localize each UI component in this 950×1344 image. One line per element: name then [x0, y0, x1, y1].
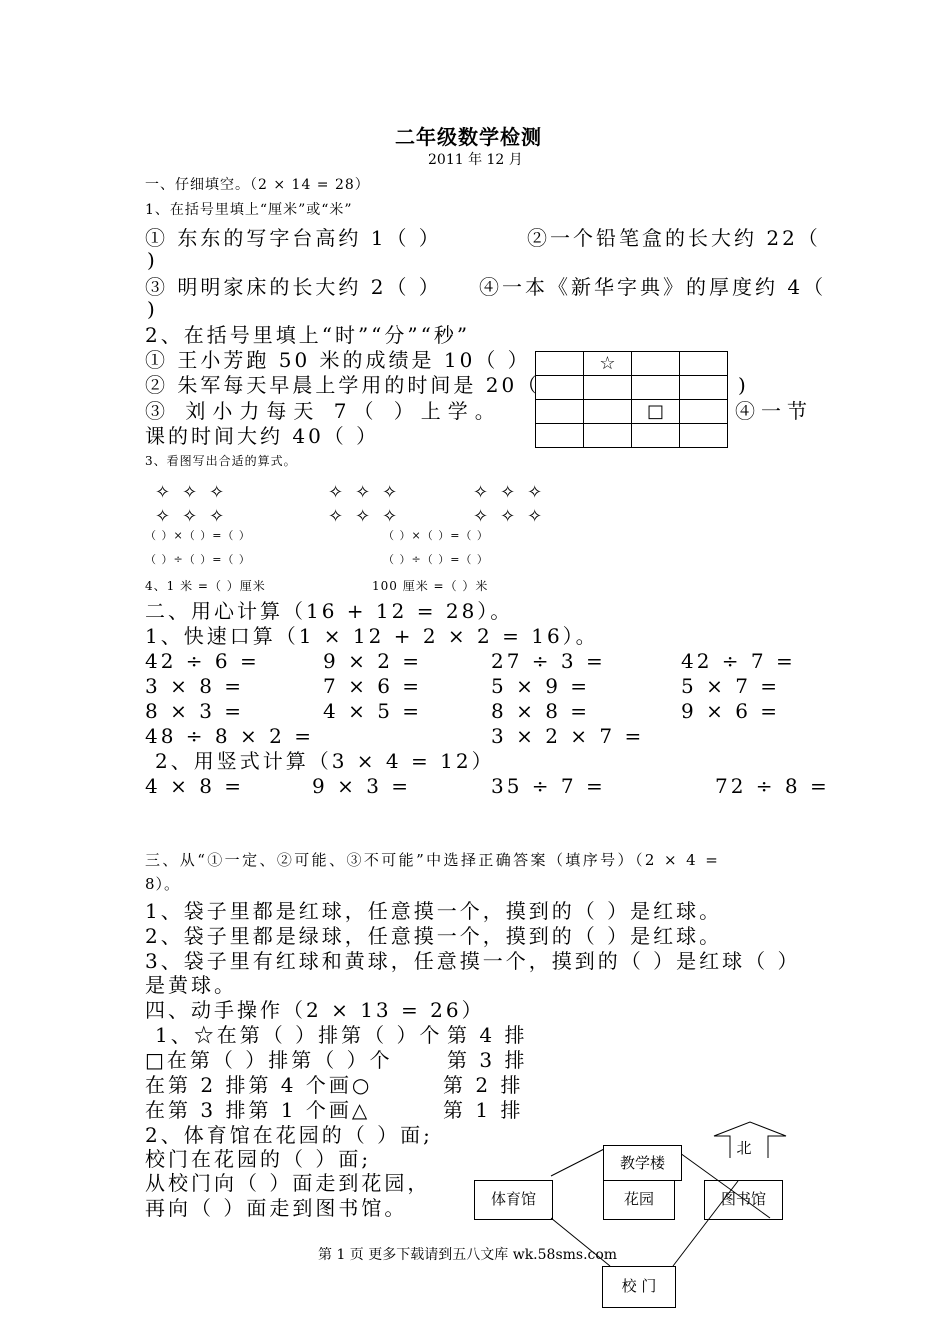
- test-date: 2011 年 12 月: [428, 152, 523, 168]
- row-label-3: 第 3 排: [447, 1048, 528, 1072]
- grid-cell-square: □: [632, 400, 680, 424]
- sparkle-icon-group: ✧✧✧: [155, 506, 237, 527]
- vertical-calc-item: 4 × 8 =: [145, 774, 245, 798]
- calc-item: 42 ÷ 6 =: [145, 649, 260, 673]
- s1-q4-b: 100 厘米 =（ ）米: [372, 579, 489, 593]
- s3-q3: 3、袋子里有红球和黄球，任意摸一个，摸到的（ ）是红球（ ）: [145, 949, 801, 973]
- calc-item: 5 × 7 =: [681, 674, 781, 698]
- s4-line4: 在第 3 排第 1 个画△: [145, 1098, 371, 1122]
- s1-q1-title: 1、在括号里填上“厘米”或“米”: [145, 202, 353, 218]
- row-label-4: 第 4 排: [447, 1023, 528, 1047]
- calc-item: 3 × 8 =: [145, 674, 245, 698]
- s1-q1-c: ③ 明明家床的长大约 2（ ）: [145, 275, 442, 299]
- section3-heading-cont: 8）。: [145, 875, 181, 893]
- sparkle-icon-group: ✧✧✧: [473, 482, 555, 503]
- s1-q3-formula3: （ ）×（ ）=（ ）: [383, 529, 489, 542]
- s4-q2d: 再向（ ）面走到图书馆。: [145, 1196, 408, 1220]
- calc-item: 9 × 6 =: [681, 699, 781, 723]
- section4-heading: 四、动手操作（2 × 13 = 26）: [145, 998, 485, 1022]
- s4-line2: □在第（ ）排第（ ）个: [145, 1048, 393, 1072]
- s1-q2-b: ② 朱军每天早晨上学用的时间是 20（: [145, 373, 541, 397]
- map-school-gate: 校 门: [602, 1266, 676, 1308]
- vertical-calc-item: 9 × 3 =: [312, 774, 412, 798]
- calc-item: 42 ÷ 7 =: [681, 649, 796, 673]
- map-library: 图书馆: [704, 1180, 783, 1220]
- sparkle-icon-group: ✧✧✧: [155, 482, 237, 503]
- calc-item: 8 × 8 =: [491, 699, 591, 723]
- map-north-label: 北: [736, 1139, 752, 1157]
- calc-item: 27 ÷ 3 =: [491, 649, 606, 673]
- calc-item: 7 × 6 =: [323, 674, 423, 698]
- row-label-1: 第 1 排: [443, 1098, 524, 1122]
- s1-q1-d: ④一本《新华字典》的厚度约 4（: [479, 275, 827, 299]
- s4-q2b: 校门在花园的（ ）面;: [145, 1147, 372, 1171]
- vertical-calc-item: 35 ÷ 7 =: [491, 774, 606, 798]
- s4-line1: 1、☆在第（ ）排第（ ）个: [155, 1023, 443, 1047]
- map-school-building: 教学楼: [603, 1145, 682, 1181]
- s3-q3-cont: 是黄球。: [145, 973, 237, 997]
- map-garden: 花园: [603, 1180, 675, 1220]
- s1-q1-a: ① 东东的写字台高约 1（ ）: [145, 226, 442, 250]
- row-label-2: 第 2 排: [443, 1073, 524, 1097]
- sparkle-icon-group: ✧✧✧: [328, 506, 410, 527]
- sparkle-icon-group: ✧✧✧: [328, 482, 410, 503]
- section3-heading: 三、从“①一定、②可能、③不可能”中选择正确答案（填序号）（2 × 4 =: [145, 851, 721, 869]
- sparkle-icon-group: ✧✧✧: [473, 506, 555, 527]
- s1-q3-title: 3、看图写出合适的算式。: [145, 454, 297, 468]
- section1-heading: 一、仔细填空。（2 × 14 = 28）: [145, 177, 370, 193]
- s1-q2-title: 2、在括号里填上“时”“分”“秒”: [145, 323, 471, 347]
- s1-q3-formula2: （ ）÷（ ）=（ ）: [145, 553, 251, 566]
- s4-line3: 在第 2 排第 4 个画○: [145, 1073, 373, 1097]
- s1-q2-c: ③ 刘小力每天 7（ ）上学。: [145, 399, 502, 423]
- s4-q2c: 从校门向（ ）面走到花园，: [145, 1171, 431, 1195]
- grid-cell-star: ☆: [584, 352, 632, 376]
- calc-item: 48 ÷ 8 × 2 =: [145, 724, 314, 748]
- s1-q4-a: 4、1 米 =（ ）厘米: [145, 579, 266, 593]
- page-footer: 第 1 页 更多下载请到五八文库 wk.58sms.com: [318, 1247, 618, 1263]
- calc-item: 5 × 9 =: [491, 674, 591, 698]
- page-title: 二年级数学检测: [395, 125, 542, 149]
- s1-q1-b-cont: ): [147, 248, 158, 272]
- s1-q3-formula4: （ ）÷（ ）=（ ）: [383, 553, 489, 566]
- s1-q2-a: ① 王小芳跑 50 米的成绩是 10（ ）: [145, 348, 531, 372]
- calc-item: 9 × 2 =: [323, 649, 423, 673]
- s1-q2-b-close: ): [738, 373, 749, 397]
- vertical-calc-item: 72 ÷ 8 =: [715, 774, 830, 798]
- calc-item: 3 × 2 × 7 =: [491, 724, 645, 748]
- s2-q1-title: 1、快速口算（1 × 12 + 2 × 2 = 16）。: [145, 624, 599, 648]
- s4-q2a: 2、体育馆在花园的（ ）面;: [145, 1123, 433, 1147]
- s3-q1: 1、袋子里都是红球，任意摸一个，摸到的（ ）是红球。: [145, 899, 723, 923]
- calc-item: 8 × 3 =: [145, 699, 245, 723]
- s1-q3-formula1: （ ）×（ ）=（ ）: [145, 529, 251, 542]
- s1-q1-b: ②一个铅笔盒的长大约 22（: [527, 226, 821, 250]
- s2-q2-title: 2、用竖式计算（3 × 4 = 12）: [155, 749, 495, 773]
- map-gym: 体育馆: [474, 1180, 553, 1220]
- s1-q1-d-cont: ): [147, 297, 158, 321]
- s3-q2: 2、袋子里都是绿球，任意摸一个，摸到的（ ）是红球。: [145, 924, 723, 948]
- calc-item: 4 × 5 =: [323, 699, 423, 723]
- s1-q2-d-cont: 课的时间大约 40（ ）: [145, 424, 380, 448]
- s1-q2-d: ④一节: [735, 399, 813, 423]
- section2-heading: 二、用心计算（16 + 12 = 28）。: [145, 599, 514, 623]
